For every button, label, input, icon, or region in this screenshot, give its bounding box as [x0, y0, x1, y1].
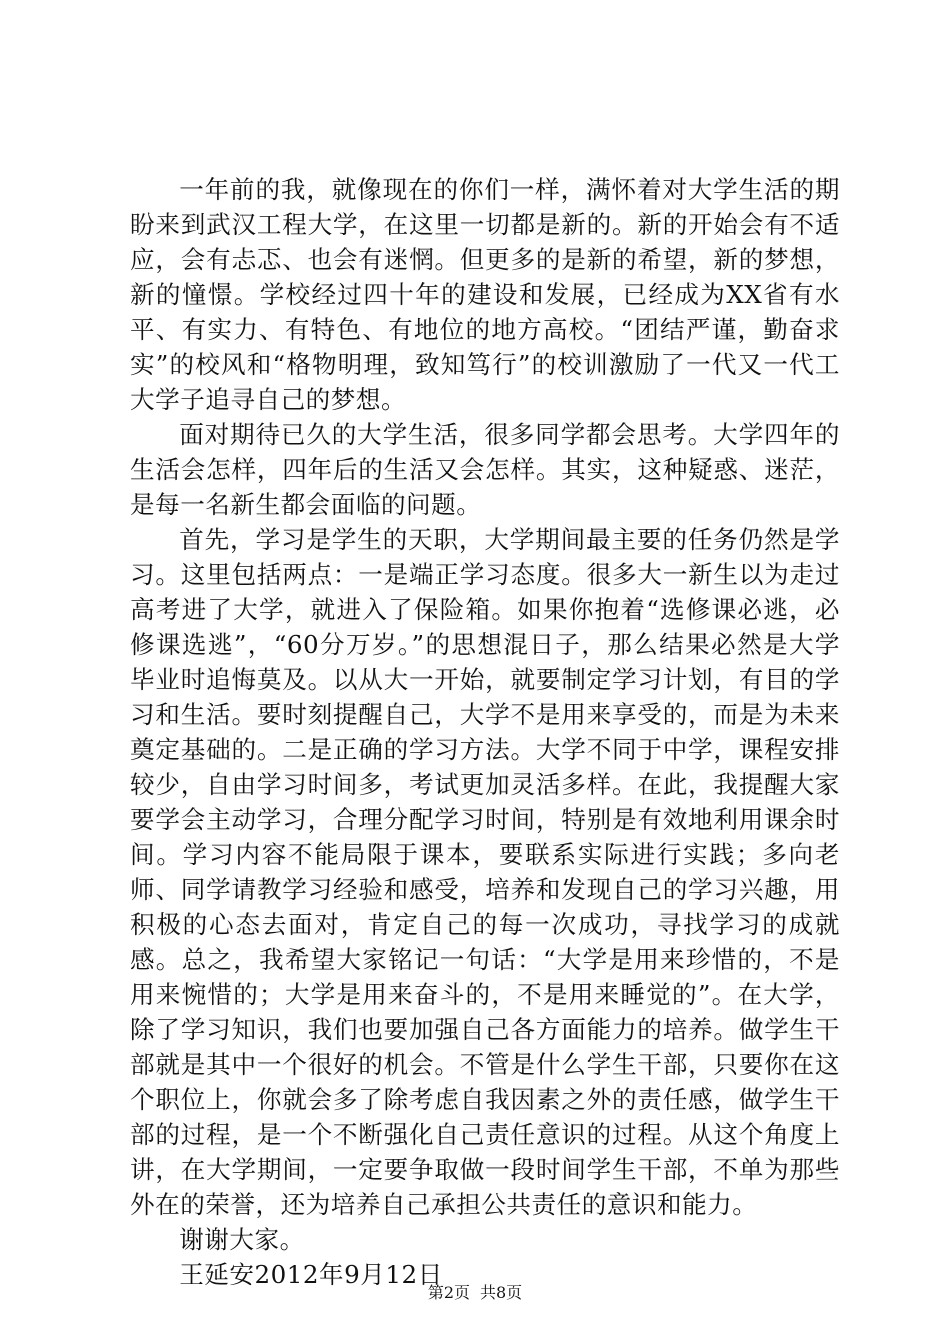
page-total: 共8页	[480, 1283, 523, 1302]
page-footer	[0, 1283, 950, 1303]
paragraph-study: 首先，学习是学生的天职，大学期间最主要的任务仍然是学习。这里包括两点：一是端正学习态度。很多大一新生以为走过高考进了大学，就进入了保险箱。如果你抱着“选修课必逃，必修课选逃”，“60分万岁。”的思想混日子，那么结果必然是大学毕业时追悔莫及。以从大一开始，就要制定学习计划，有目的学习和生活。要时刻提醒自己，大学不是用来享受的，而是为未来奠定基础的。二是正确的学习方法。大学不同于中学，课程安排较少，自由学习时间多，考试更加灵活多样。在此，我提醒大家要学会主动学习，合理分配学习时间，特别是有效地利用课余时间。学习内容不能局限于课本，要联系实际进行实践；多向老师、同学请教学习经验和感受，培养和发现自己的学习兴趣，用积极的心态去面对，肯定自己的每一次成功，寻找学习的成就感。总之，我希望大家铭记一句话：“大学是用来珍惜的，不是用来惋惜的；大学是用来奋斗的，不是用来睡觉的”。在大学，除了学习知识，我们也要加强自己各方面能力的培养。做学生干部就是其中一个很好的机会。不管是什么学生干部，只要你在这个职位上，你就会多了除考虑自我因素之外的责任感，做学生干部的过程，是一个不断强化自己责任意识的过程。从这个角度上讲，在大学期间，一定要争取做一段时间学生干部，不单为那些外在的荣誉，还为培养自己承担公共责任的意识和能力。	[130, 525, 840, 1219]
paragraph-thanks: 谢谢大家。	[179, 1225, 305, 1254]
paragraph-question: 面对期待已久的大学生活，很多同学都会思考。大学四年的生活会怎样，四年后的生活又会怎样。其实，这种疑惑、迷茫，是每一名新生都会面临的问题。	[130, 420, 840, 519]
document-body	[130, 172, 840, 1292]
paragraph-intro: 一年前的我，就像现在的你们一样，满怀着对大学生活的期盼来到武汉工程大学，在这里一切都是新的。新的开始会有不适应，会有忐忑、也会有迷惘。但更多的是新的希望，新的梦想，新的憧憬。学校经过四十年的建设和发展，已经成为XX省有水平、有实力、有特色、有地位的地方高校。“团结严谨，勤奋求实”的校风和“格物明理，致知笃行”的校训激励了一代又一代工大学子追寻自己的梦想。	[130, 175, 840, 414]
paragraph-signature: 王延安2012年9月12日	[179, 1260, 443, 1289]
page-number: 第2页	[427, 1283, 470, 1302]
